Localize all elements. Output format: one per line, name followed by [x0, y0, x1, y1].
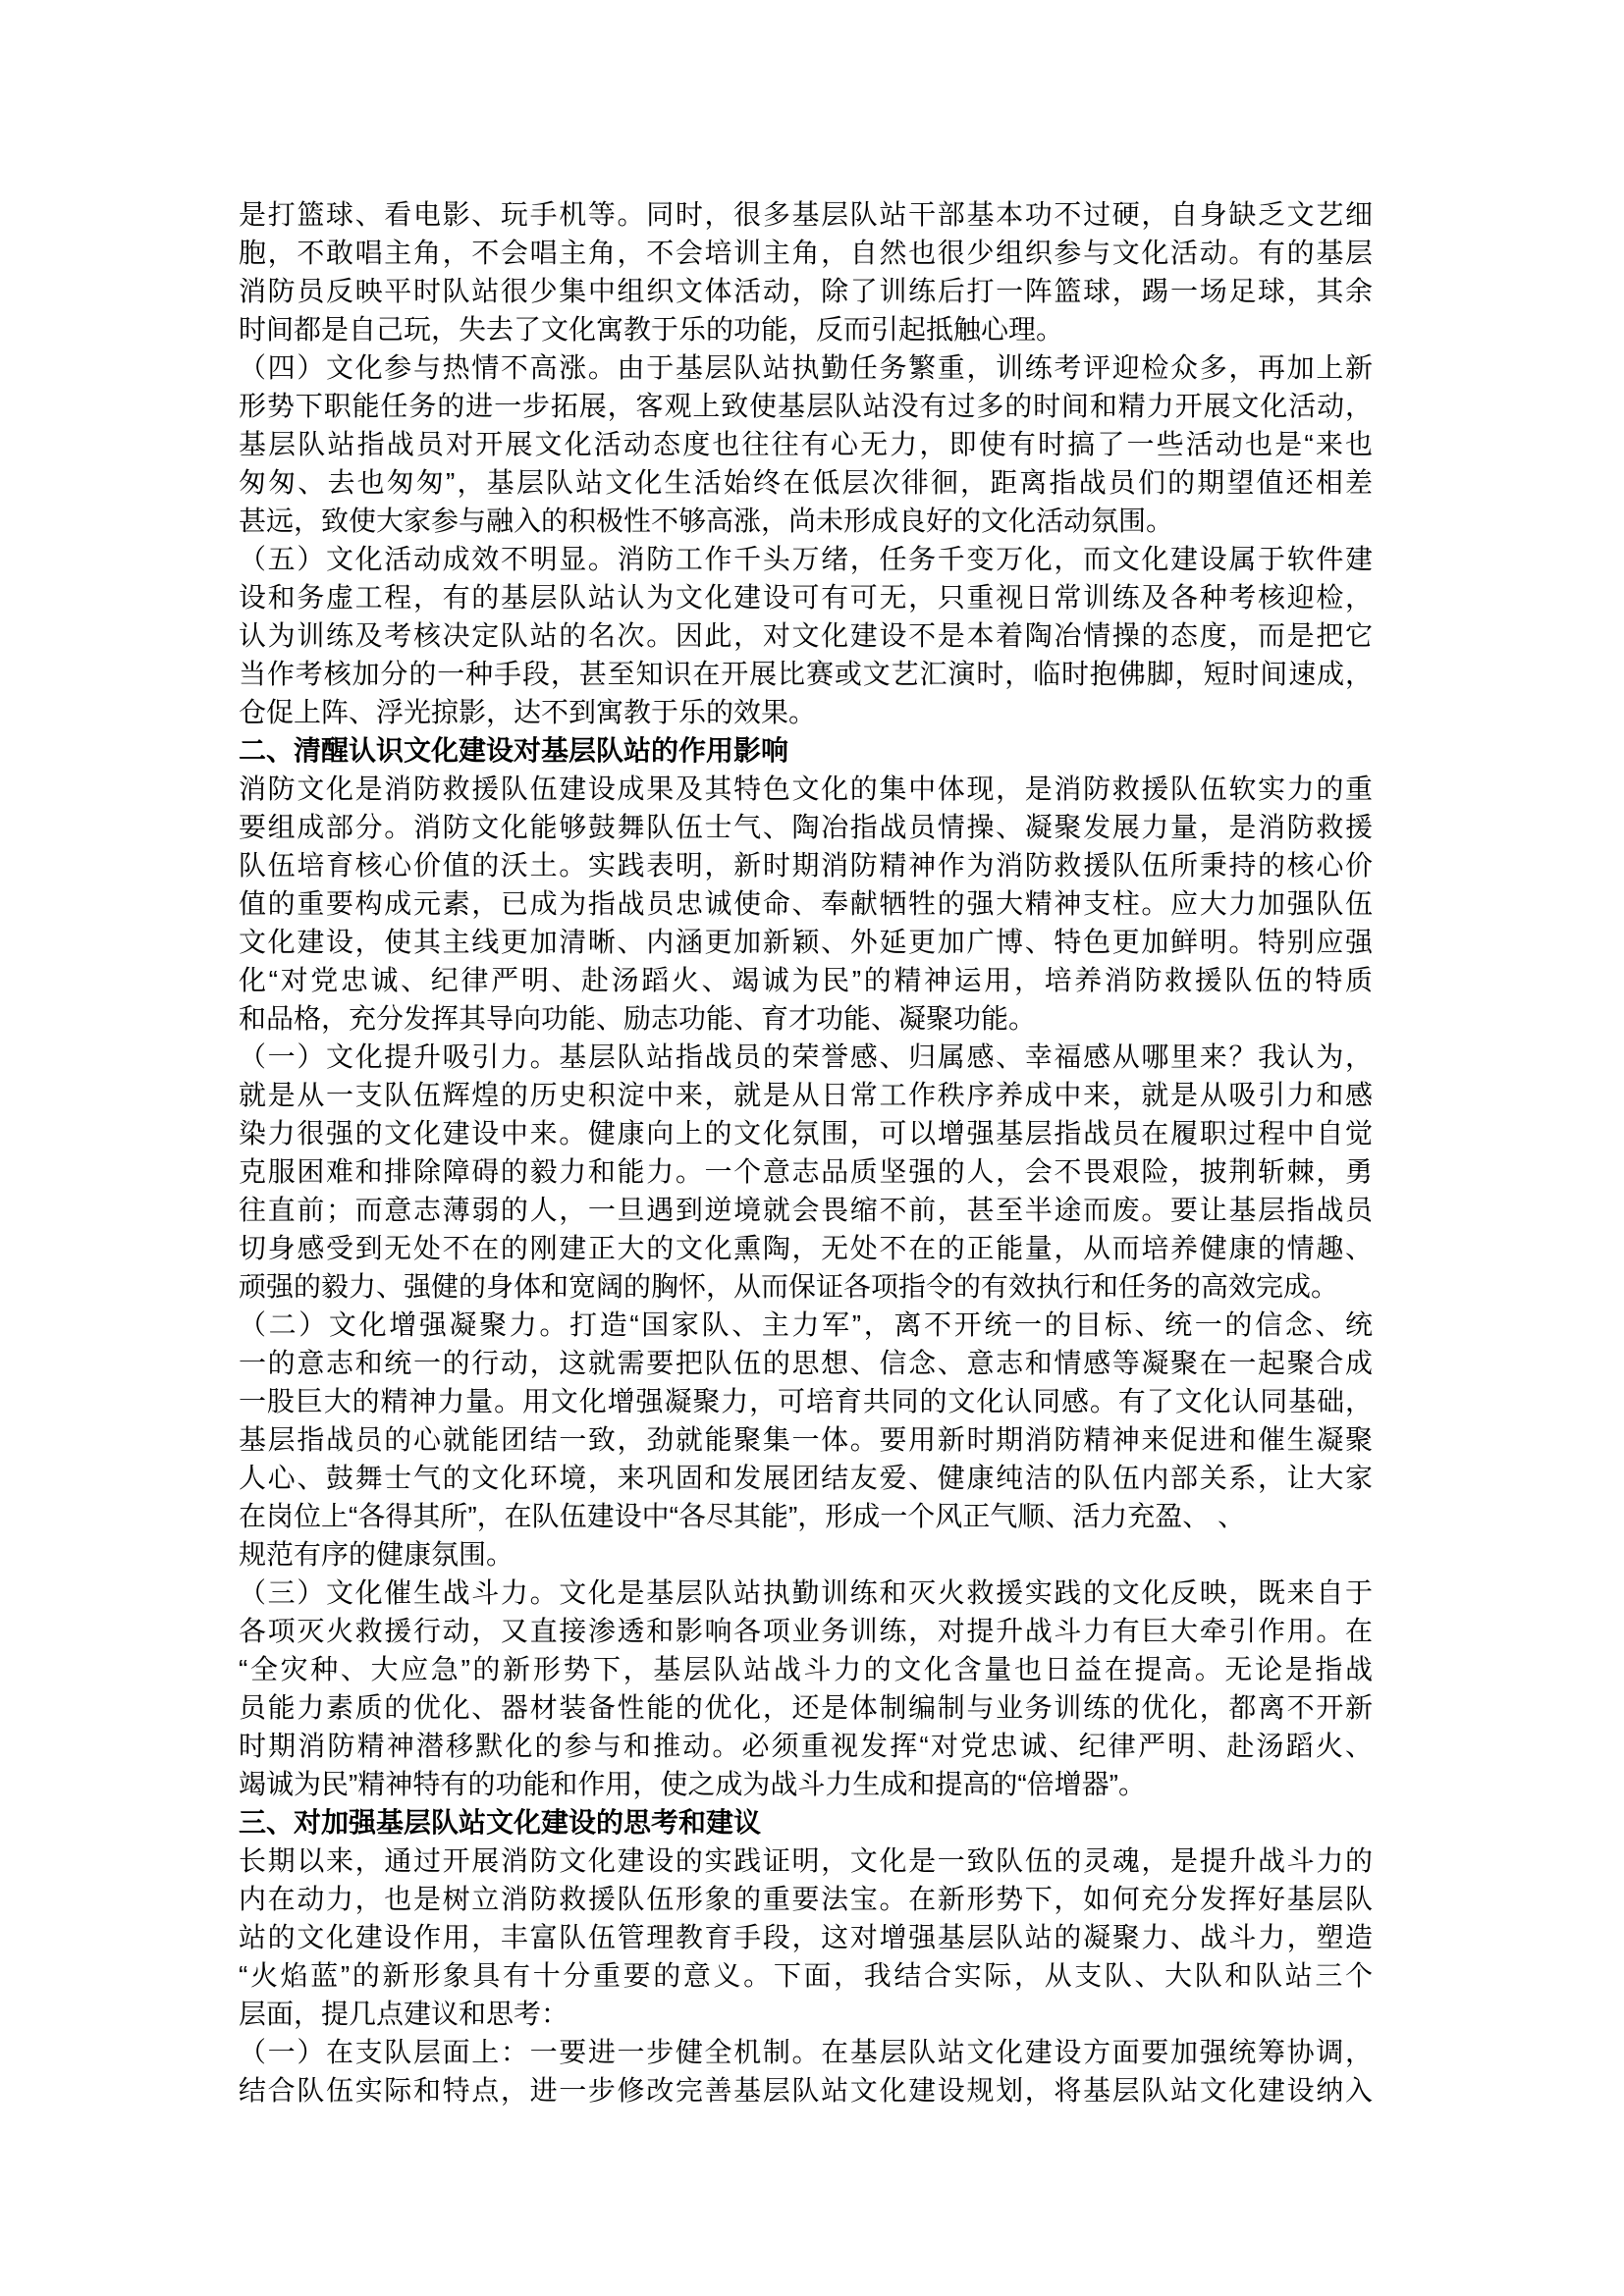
- text-line: 甚远，致使大家参与融入的积极性不够高涨，尚未形成良好的文化活动氛围。: [239, 506, 1174, 536]
- text-line: 和品格，充分发挥其导向功能、励志功能、育才功能、凝聚功能。: [239, 1003, 1037, 1034]
- paragraph: [239, 1038, 1373, 1306]
- paragraph: [239, 540, 1373, 731]
- section-heading: [239, 731, 1373, 770]
- text-line: 各项灭火救援行动，又直接渗透和影响各项业务训练，对提升战斗力有巨大牵引作用。在: [239, 1616, 1373, 1646]
- text-line: 染力很强的文化建设中来。健康向上的文化氛围，可以增强基层指战员在履职过程中自觉: [239, 1118, 1373, 1148]
- text-line: 员能力素质的优化、器材装备性能的优化，还是体制编制与业务训练的优化，都离不开新: [239, 1692, 1373, 1723]
- text-line: 当作考核加分的一种手段，甚至知识在开展比赛或文艺汇演时，临时抱佛脚，短时间速成，: [239, 659, 1373, 689]
- text-line: 匆匆、去也匆匆”，基层队站文化生活始终在低层次徘徊，距离指战员们的期望值还相差: [239, 467, 1373, 498]
- text-line: 往直前；而意志薄弱的人，一旦遇到逆境就会畏缩不前，甚至半途而废。要让基层指战员: [239, 1195, 1373, 1225]
- text-line: （四）文化参与热情不高涨。由于基层队站执勤任务繁重，训练考评迎检众多，再加上新: [239, 352, 1373, 383]
- text-line: 是打篮球、看电影、玩手机等。同时，很多基层队站干部基本功不过硬，自身缺乏文艺细: [239, 199, 1373, 230]
- text-line: 在岗位上“各得其所”，在队伍建设中“各尽其能”，形成一个风正气顺、活力充盈、 、: [239, 1501, 1246, 1531]
- text-line: 克服困难和排除障碍的毅力和能力。一个意志品质坚强的人，会不畏艰险，披荆斩棘，勇: [239, 1156, 1373, 1187]
- text-line: 文化建设，使其主线更加清晰、内涵更加新颖、外延更加广博、特色更加鲜明。特别应强: [239, 927, 1373, 957]
- text-line: 胞，不敢唱主角，不会唱主角，不会培训主角，自然也很少组织参与文化活动。有的基层: [239, 238, 1373, 268]
- text-line: 值的重要构成元素，已成为指战员忠诚使命、奉献牺牲的强大精神支柱。应大力加强队伍: [239, 888, 1373, 919]
- paragraph: [239, 2033, 1373, 2109]
- text-line: 设和务虚工程，有的基层队站认为文化建设可有可无，只重视日常训练及各种考核迎检，: [239, 582, 1373, 613]
- text-line: 基层队站指战员对开展文化活动态度也往往有心无力，即使有时搞了一些活动也是“来也: [239, 429, 1373, 459]
- text-line: 消防员反映平时队站很少集中组织文体活动，除了训练后打一阵篮球，踢一场足球，其余: [239, 276, 1373, 306]
- text-line: 内在动力，也是树立消防救援队伍形象的重要法宝。在新形势下，如何充分发挥好基层队: [239, 1884, 1373, 1914]
- text-line: 一的意志和统一的行动，这就需要把队伍的思想、信念、意志和情感等凝聚在一起聚合成: [239, 1348, 1373, 1378]
- text-line: （三）文化催生战斗力。文化是基层队站执勤训练和灭火救援实践的文化反映，既来自于: [239, 1577, 1373, 1608]
- heading-line: 二、清醒认识文化建设对基层队站的作用影响: [239, 735, 789, 766]
- text-line: “全灾种、大应急”的新形势下，基层队站战斗力的文化含量也日益在提高。无论是指战: [239, 1654, 1373, 1684]
- paragraph: [239, 1306, 1373, 1574]
- heading-line: 三、对加强基层队站文化建设的思考和建议: [239, 1807, 762, 1838]
- text-line: （一）在支队层面上：一要进一步健全机制。在基层队站文化建设方面要加强统筹协调，: [239, 2037, 1373, 2067]
- text-line: 仓促上阵、浮光掠影，达不到寓教于乐的效果。: [239, 697, 817, 727]
- text-line: 要组成部分。消防文化能够鼓舞队伍士气、陶冶指战员情操、凝聚发展力量，是消防救援: [239, 812, 1373, 842]
- text-line: 结合队伍实际和特点，进一步修改完善基层队站文化建设规划，将基层队站文化建设纳入: [239, 2075, 1373, 2106]
- text-line: 站的文化建设作用，丰富队伍管理教育手段，这对增强基层队站的凝聚力、战斗力，塑造: [239, 1922, 1373, 1952]
- text-line: 就是从一支队伍辉煌的历史积淀中来，就是从日常工作秩序养成中来，就是从吸引力和感: [239, 1080, 1373, 1110]
- paragraph: [239, 348, 1373, 540]
- text-line: （二）文化增强凝聚力。打造“国家队、主力军”，离不开统一的目标、统一的信念、统: [239, 1309, 1373, 1340]
- paragraph: [239, 1574, 1373, 1803]
- text-line: 消防文化是消防救援队伍建设成果及其特色文化的集中体现，是消防救援队伍软实力的重: [239, 774, 1373, 804]
- text-line: 基层指战员的心就能团结一致，劲就能聚集一体。要用新时期消防精神来促进和催生凝聚: [239, 1424, 1373, 1455]
- text-line: 长期以来，通过开展消防文化建设的实践证明，文化是一致队伍的灵魂，是提升战斗力的: [239, 1845, 1373, 1876]
- text-line: 时期消防精神潜移默化的参与和推动。必须重视发挥“对党忠诚、纪律严明、赴汤蹈火、: [239, 1731, 1373, 1761]
- text-line: “火焰蓝”的新形象具有十分重要的意义。下面，我结合实际，从支队、大队和队站三个: [239, 1960, 1373, 1991]
- section-heading: [239, 1803, 1373, 1842]
- text-line: 切身感受到无处不在的刚建正大的文化熏陶，无处不在的正能量，从而培养健康的情趣、: [239, 1233, 1373, 1263]
- text-line: 规范有序的健康氛围。: [239, 1539, 514, 1570]
- text-line: 层面，提几点建议和思考：: [239, 1999, 569, 2029]
- paragraph: [239, 195, 1373, 348]
- text-line: 认为训练及考核决定队站的名次。因此，对文化建设不是本着陶冶情操的态度，而是把它: [239, 620, 1373, 651]
- text-line: 一股巨大的精神力量。用文化增强凝聚力，可培育共同的文化认同感。有了文化认同基础，: [239, 1386, 1373, 1416]
- text-line: 人心、鼓舞士气的文化环境，来巩固和发展团结友爱、健康纯洁的队伍内部关系，让大家: [239, 1463, 1373, 1493]
- text-line: （一）文化提升吸引力。基层队站指战员的荣誉感、归属感、幸福感从哪里来？我认为，: [239, 1041, 1373, 1072]
- paragraph: [239, 770, 1373, 1038]
- text-line: 时间都是自己玩，失去了文化寓教于乐的功能，反而引起抵触心理。: [239, 314, 1064, 345]
- text-line: 竭诚为民”精神特有的功能和作用，使之成为战斗力生成和提高的“倍增器”。: [239, 1769, 1146, 1799]
- paragraph: [239, 1842, 1373, 2033]
- text-line: 队伍培育核心价值的沃土。实践表明，新时期消防精神作为消防救援队伍所秉持的核心价: [239, 850, 1373, 881]
- text-line: （五）文化活动成效不明显。消防工作千头万绪，任务千变万化，而文化建设属于软件建: [239, 544, 1373, 574]
- text-line: 形势下职能任务的进一步拓展，客观上致使基层队站没有过多的时间和精力开展文化活动，: [239, 391, 1373, 421]
- text-line: 顽强的毅力、强健的身体和宽阔的胸怀，从而保证各项指令的有效执行和任务的高效完成。: [239, 1271, 1339, 1302]
- text-block: [239, 195, 1373, 2109]
- text-line: 化“对党忠诚、纪律严明、赴汤蹈火、竭诚为民”的精神运用，培养消防救援队伍的特质: [239, 965, 1373, 995]
